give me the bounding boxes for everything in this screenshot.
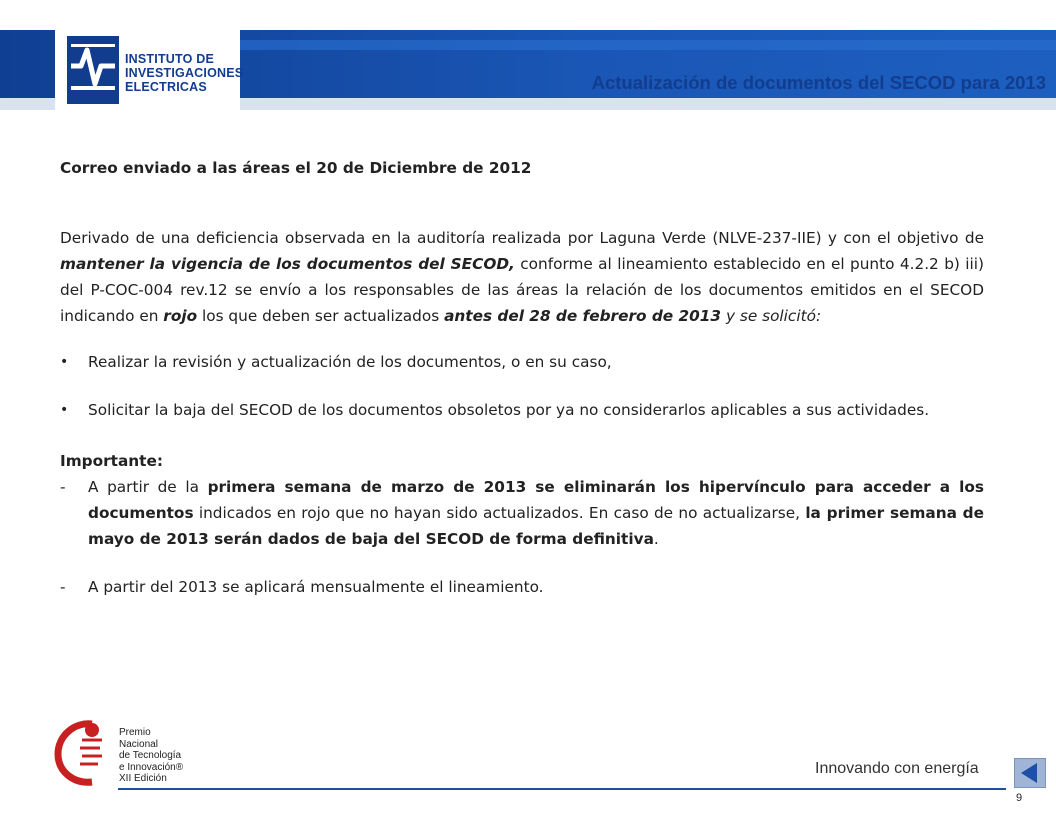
paragraph-emphasis: rojo: [163, 307, 198, 325]
paragraph-text: los que deben ser actualizados: [197, 307, 445, 325]
iie-logo-icon: [67, 36, 119, 104]
logo-line-3: ELECTRICAS: [125, 80, 207, 94]
item-text: indicados en rojo que no hayan sido actualizados. En caso de no actualizarse,: [193, 504, 806, 522]
footer-divider: [118, 788, 1006, 790]
email-subject: Correo enviado a las áreas el 20 de Diciembre de 2012: [60, 159, 532, 177]
arrow-left-icon: [1015, 759, 1045, 787]
page-number: 9: [1016, 792, 1023, 804]
main-paragraph: [60, 225, 984, 329]
paragraph-emphasis: antes del 28 de febrero de 2013: [444, 307, 722, 325]
paragraph-text: y se solicitó:: [721, 307, 822, 325]
paragraph-emphasis: mantener la vigencia de los documentos del SECOD,: [60, 255, 515, 273]
banner-stripe: [240, 40, 1056, 50]
item-text: A partir de la: [88, 478, 208, 496]
important-list: [60, 474, 984, 600]
logo-text: [125, 52, 243, 94]
prize-line: Premio: [119, 727, 151, 738]
previous-slide-button[interactable]: [1014, 758, 1046, 788]
list-item: • Realizar la revisión y actualización de los documentos, o en su caso,: [60, 349, 984, 375]
paragraph-text: Derivado de una deficiencia observada en la auditoría realizada por Laguna Verde (NLVE-237-IIE) y con el objetivo de: [60, 229, 984, 247]
item-emphasis: primera semana de marzo de 2013 se eliminarán los hipervínculo para acceder a los documentos: [88, 478, 984, 522]
footer-slogan: Innovando con energía: [815, 760, 979, 777]
prize-line: de Tecnología: [119, 750, 182, 761]
paragraph-text: conforme al lineamiento establecido en el punto 4.2.2 b) iii) del P-COC-004 rev.12 se envío a los responsables de las áreas la relación de los documentos emitidos en el SECOD indicando en: [60, 255, 984, 325]
prize-text: [119, 727, 183, 785]
item-emphasis: la primer semana de mayo de 2013 serán dados de baja del SECOD de forma definitiva: [88, 504, 985, 548]
list-item: [60, 474, 984, 552]
list-item: • Solicitar la baja del SECOD de los documentos obsoletos por ya no considerarlos aplicables a sus actividades.: [60, 397, 984, 423]
request-list: [60, 349, 984, 423]
iie-logo: [55, 18, 244, 130]
important-heading: Importante:: [60, 452, 163, 470]
logo-line-2: INVESTIGACIONES: [125, 66, 244, 80]
prize-logo-icon: [52, 718, 118, 788]
prize-line: XII Edición: [119, 773, 167, 784]
slide-title: Actualización de documentos del SECOD para 2013: [591, 72, 1046, 93]
list-item: - A partir del 2013 se aplicará mensualmente el lineamiento.: [60, 574, 984, 600]
prize-line: e Innovación®: [119, 761, 184, 773]
slide-body: [60, 155, 984, 622]
prize-line: Nacional: [119, 738, 158, 750]
item-text: .: [653, 530, 659, 548]
logo-line-1: INSTITUTO DE: [125, 52, 214, 66]
